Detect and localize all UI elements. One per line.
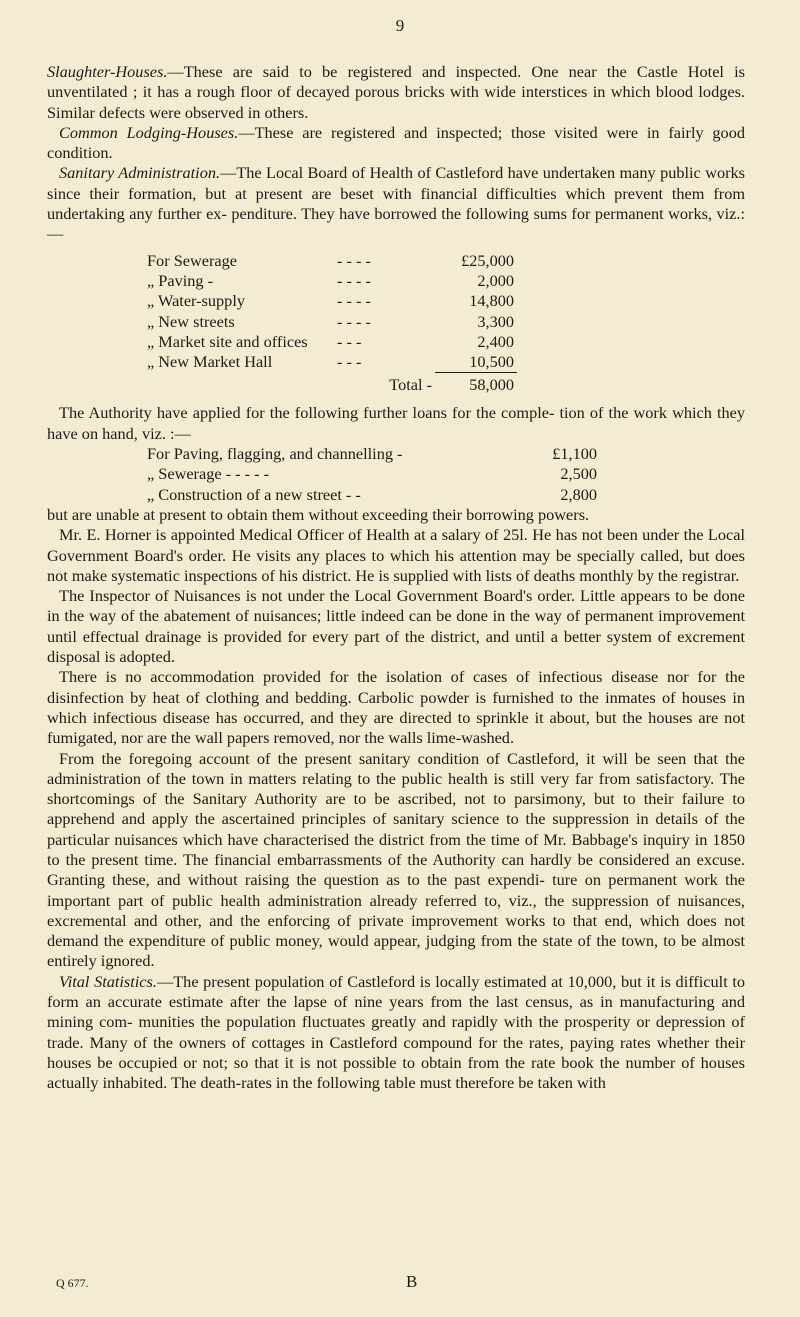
paragraph-foregoing-account: From the foregoing account of the present sanitary condition of Castleford, it will be seen that the administration of the town in matters relating to the public health is still very far from satisfactory. The shortcomings of the Sanitary Authority are to be ascribed, not to parsimony, but to their failure to apprehend and apply the ascertained principles of sanitary science to the suppression in details of the particular nuisances which have characterised the district from the time of Mr. Babbage's inquiry in 1850 to the present time. The financial embarrassments of the Authority can hardly be considered an excuse. Granting these, and without raising the question as to the past expendi- ture on permanent work the important part of public health administration already referred to, viz., the suppression of nuisances, excremental and other, and the enforcing of private improvement works to that end, which does not demand the expenditure of public money, would appear, judging from the state of the town, to be almost entirely ignored. (47, 748, 745, 971)
table-row (147, 332, 517, 352)
loan-label: „ Water-supply (147, 291, 245, 311)
total-label: Total - (389, 375, 432, 395)
paragraph-text: —The present population of Castleford is locally estimated at 10,000, but it is difficult to form an accurate estimate after the lapse of nine years from the last census, as in manufacturing and mining com- munities the population fluctuates greatly and rapidly with the prosperity or depression of trade. Many of the owners of cottages in Castleford compound for the rates, paying rates whether their houses be occupied or not; so that it is not possible to obtain from the rate book the number of houses actually inhabited. The death-rates in the following table must therefore be taken with (47, 971, 746, 1093)
loan-dashes: - - - - (337, 311, 371, 331)
paragraph-sanitary-administration (47, 163, 745, 244)
further-loan-label: „ Construction of a new street - - (147, 484, 361, 504)
loan-amount: 10,500 (469, 352, 514, 372)
table-row (147, 291, 517, 311)
table-row (147, 485, 597, 505)
paragraph-inspector-of-nuisances: The Inspector of Nuisances is not under the Local Government Board's order. Little appears to be done in the way of the abatement of nuisances; little indeed can be done in the way of permanent improvement until effectual drainage is provided for every part of the district, and until a better system of excrement disposal is adopted. (47, 586, 745, 667)
loan-label: „ New Market Hall (147, 352, 273, 372)
paragraph-lodging-houses (47, 123, 745, 164)
paragraph-isolation: There is no accommodation provided for the isolation of cases of infectious disease nor for the disinfection by heat of clothing and bedding. Carbolic powder is furnished to the inmates of houses in which infectious disease has occurred, and they are directed to sprinkle it about, but the houses are not fumigated, nor are the wall papers removed, nor the walls lime-washed. (47, 667, 745, 748)
paragraph-further-loans-intro: The Authority have applied for the following further loans for the comple- tion of the work which they have on hand, viz. :— (47, 403, 745, 443)
loan-dashes: - - - (337, 352, 362, 372)
table-row (147, 352, 517, 372)
loans-table (147, 251, 517, 398)
table-row (147, 271, 517, 291)
table-row (147, 312, 517, 332)
paragraph-heading: Sanitary Administration. (59, 163, 221, 183)
total-row (147, 375, 517, 397)
paragraph-text: —The Local Board of Health of Castleford have undertaken many public works since their formation, but at present are beset with financial difficulties which prevent them from undertaking any further ex- penditure. They have borrowed the following sums for permanent works, viz.:— (47, 163, 745, 244)
further-loan-label: For Paving, flagging, and channelling - (147, 444, 403, 464)
table-row (147, 444, 597, 464)
page-number: 9 (395, 16, 405, 35)
paragraph-text: —These are registered and inspected; those visited were in fairly good condition. (47, 122, 745, 163)
paragraph-slaughter-houses (47, 62, 745, 123)
total-rule (435, 372, 517, 373)
loan-amount: 14,800 (469, 291, 514, 311)
loan-dashes: - - - - (337, 270, 371, 290)
further-loan-amount: 2,500 (560, 464, 597, 484)
gathering-mark: B (406, 1272, 418, 1291)
paragraph-heading: Vital Statistics. (59, 971, 157, 991)
further-loan-amount: 2,800 (560, 484, 597, 504)
loan-amount: 2,000 (477, 270, 514, 290)
loan-dashes: - - - (337, 331, 362, 351)
paragraph-text: —These are said to be registered and inspected. One near the Castle Hotel is unventilated ; it has a rough floor of decayed porous bricks with wide interstices in which blood lodges. Similar defects were observed in others. (47, 62, 745, 122)
paragraph-vital-statistics (47, 972, 745, 1094)
loan-label: For Sewerage (147, 250, 237, 270)
signature-mark: Q 677. (56, 1276, 89, 1290)
further-loans-table (147, 444, 597, 505)
paragraph-borrowing-powers: but are unable at present to obtain them without exceeding their borrowing powers. (47, 504, 590, 524)
page-body (47, 62, 745, 1094)
paragraph-medical-officer: Mr. E. Horner is appointed Medical Officer of Health at a salary of 25l. He has not been under the Local Government Board's order. He visits any places to which his attention may be specially called, but does not make systematic inspections of his district. He is supplied with lists of deaths monthly by the registrar. (47, 525, 745, 585)
loan-amount: 3,300 (477, 311, 514, 331)
loan-dashes: - - - - (337, 250, 371, 270)
table-row (147, 464, 597, 484)
further-loan-label: „ Sewerage - - - - - (147, 464, 270, 484)
table-row (147, 251, 517, 271)
loan-label: „ Market site and offices (147, 331, 308, 351)
further-loan-amount: £1,100 (552, 444, 597, 464)
loan-dashes: - - - - (337, 291, 371, 311)
total-amount: 58,000 (469, 375, 514, 395)
loan-amount: £25,000 (461, 250, 514, 270)
loan-label: „ Paving - (147, 270, 214, 290)
page-footer (56, 1272, 696, 1294)
loan-amount: 2,400 (477, 331, 514, 351)
paragraph-heading: Slaughter-Houses. (47, 62, 168, 81)
loan-label: „ New streets (147, 311, 235, 331)
paragraph-heading: Common Lodging-Houses. (59, 122, 239, 142)
